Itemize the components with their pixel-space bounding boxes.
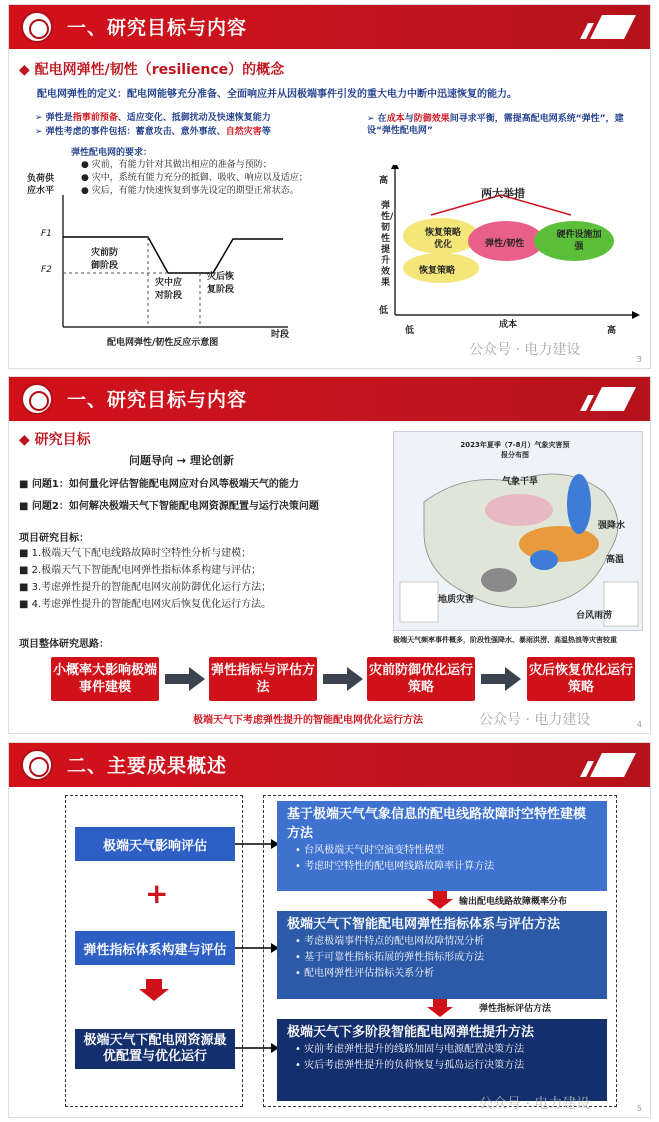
china-map-image: [394, 432, 644, 632]
slide-title: 二、主要成果概述: [67, 755, 228, 777]
slide-title: 一、研究目标与内容: [67, 17, 248, 39]
slide-research-goals: [8, 376, 651, 734]
slide-resilience-concept: [8, 4, 651, 369]
ellipse-recovery-strategy: 恢复策略: [419, 266, 456, 276]
plan-title: 项目整体研究思路：: [19, 639, 109, 650]
bullet-1: ➢ 弹性是指事前预备、适应变化、抵御扰动及快速恢复能力: [35, 113, 271, 123]
connector-arrow-icon: [235, 941, 279, 955]
connector-arrow-icon: [235, 837, 279, 851]
two-measures-label: 两大举措: [481, 187, 525, 200]
page-number: 4: [636, 720, 642, 729]
result-box-item: • 灾前考虑弹性提升的线路加固与电源配置决策方法: [295, 1044, 525, 1055]
resilience-curve-diagram: [53, 195, 293, 335]
result-box-item: • 配电网弹性评估指标关系分析: [295, 968, 435, 979]
flow-step-4: 灾后恢复优化运行策略: [527, 657, 635, 701]
phase-during-disaster: 灾中应对阶段: [155, 278, 183, 301]
result-box-multistage-enhancement: [277, 1019, 607, 1101]
slide-title: 一、研究目标与内容: [67, 389, 248, 411]
watermark: 公众号 · 电力建设: [479, 1096, 591, 1112]
requirements-title: 弹性配电网的要求：: [71, 148, 153, 158]
section-title: ◆ 配电网弹性/韧性（resilience）的概念: [19, 62, 285, 78]
x-axis-title: 成本: [499, 320, 518, 330]
y-high-label: 高: [379, 176, 389, 186]
goal-item: ■ 3.考虑弹性提升的智能配电网灾前防御优化运行方法；: [19, 582, 272, 593]
result-box-index-evaluation: [277, 911, 607, 999]
header-decoration-icon: [580, 387, 636, 411]
requirements-list: [81, 159, 308, 198]
weather-map: [393, 431, 643, 631]
header-decoration-icon: [580, 753, 636, 777]
left-box-resource-allocation: 极端天气下配电网资源最优配置与优化运行: [75, 1029, 235, 1069]
guide-text: 问题导向 → 理论创新: [129, 454, 234, 467]
map-title: 2023年夏季（7-8月）气象灾害预报分布图: [460, 441, 570, 459]
page-number: 3: [636, 355, 642, 364]
connector-arrow-icon: [235, 1041, 279, 1055]
flow-step-3: 灾前防御优化运行策略: [367, 657, 475, 701]
y-low-label: 低: [379, 306, 389, 316]
result-box-title: 极端天气下智能配电网弹性指标体系与评估方法: [287, 917, 561, 932]
map-label-drought: 气象干旱: [502, 477, 539, 487]
f2-label: F2: [41, 265, 52, 275]
question-1: ■ 问题1：如何量化评估智能配电网应对台风等极端天气的能力: [19, 479, 299, 490]
plus-sign: +: [145, 877, 169, 910]
goals-list: [19, 545, 271, 613]
slide-main-results: [8, 742, 651, 1118]
goals-title: 项目研究目标：: [19, 533, 89, 544]
slide-header: [9, 743, 650, 787]
flow-arrow-icon: [323, 667, 363, 691]
result-box-item: • 灾后考虑弹性提升的负荷恢复与孤岛运行决策方法: [295, 1060, 525, 1071]
phase-post-disaster: 灾后恢复阶段: [207, 272, 235, 295]
left-box-impact-assessment: 极端天气影响评估: [75, 827, 235, 861]
watermark: 公众号 · 电力建设: [479, 712, 591, 728]
x-axis-label: 时段: [271, 330, 290, 340]
phase-pre-disaster: 灾前防御阶段: [91, 248, 119, 271]
map-label-rain: 强降水: [598, 521, 626, 531]
output-label-2: 弹性指标评估方法: [479, 1004, 552, 1014]
ellipse-resilience: 弹性/韧性: [485, 239, 525, 249]
ellipse-hardware: 硬件设施加强: [556, 230, 602, 252]
result-box-title: 基于极端天气气象信息的配电线路故障时空特性建模方法: [287, 807, 587, 841]
requirement-item: ● 灾中，系统有能力充分的抵御、吸收、响应以及适应；: [81, 173, 308, 183]
result-box-title: 极端天气下多阶段智能配电网弹性提升方法: [287, 1025, 535, 1040]
flow-step-2: 弹性指标与评估方法: [209, 657, 317, 701]
university-logo: [21, 11, 53, 43]
diagram-caption: 配电网弹性/韧性反应示意图: [107, 338, 219, 348]
section-title: ◆ 研究目标: [19, 432, 91, 448]
y-axis-label: 负荷供应水平: [27, 174, 55, 196]
map-caption: 极端天气频率事件概多，阶段性强降水、暴雨洪涝、高温热浪等灾害较重: [393, 636, 617, 644]
left-box-index-system: 弹性指标体系构建与评估: [75, 931, 235, 965]
x-high-label: 高: [607, 326, 617, 336]
result-box-item: • 考虑极端事件特点的配电网故障情况分析: [295, 936, 485, 947]
ellipse-recovery-optimization: 恢复策略优化: [425, 228, 462, 250]
right-note: ➢ 在成本与防御效果间寻求平衡，需提高配电网系统“弹性”，建设“弹性配电网”: [367, 114, 624, 136]
map-label-heat: 高温: [606, 555, 625, 565]
requirement-item: ● 灾前，有能力针对其做出相应的准备与预防；: [81, 160, 272, 170]
map-label-typhoon: 台风雨涝: [576, 611, 613, 621]
y-axis-title: 弹性/韧性提升效果: [381, 201, 394, 288]
university-logo: [21, 383, 53, 415]
watermark: 公众号 · 电力建设: [469, 342, 581, 358]
flow-arrow-icon: [481, 667, 521, 691]
down-arrow-icon: [427, 999, 453, 1017]
f1-label: F1: [41, 229, 52, 239]
goal-item: ■ 1.极端天气下配电线路故障时空特性分析与建模；: [19, 548, 252, 559]
bottom-summary: 极端天气下考虑弹性提升的智能配电网优化运行方法: [193, 715, 423, 726]
map-label-geology: 地质灾害: [438, 595, 475, 605]
x-low-label: 低: [405, 326, 415, 336]
requirement-item: ● 灾后，有能力快速恢复到事先设定的期望正常状态。: [81, 186, 299, 196]
page-number: 5: [636, 1104, 642, 1113]
output-label-1: 输出配电线路故障概率分布: [459, 897, 568, 907]
question-2: ■ 问题2：如何解决极端天气下智能配电网资源配置与运行决策问题: [19, 501, 319, 512]
result-box-item: • 基于可靠性指标拓展的弹性指标形成方法: [295, 952, 485, 963]
goal-item: ■ 4.考虑弹性提升的智能配电网灾后恢复优化运行方法。: [19, 599, 272, 610]
down-arrow-icon: [427, 891, 453, 909]
flow-step-1: 小概率大影响极端事件建模: [51, 657, 159, 701]
definition-text: 配电网弹性的定义：配电网能够充分准备、全面响应并从因极端事件引发的重大电力中断中迅速恢复的能力。: [37, 89, 517, 100]
goal-item: ■ 2.极端天气下智能配电网弹性指标体系构建与评估；: [19, 565, 262, 576]
down-arrow-icon: [139, 979, 169, 1001]
header-decoration-icon: [580, 15, 636, 39]
university-logo: [21, 749, 53, 781]
result-box-fault-modeling: [277, 801, 607, 891]
flow-arrow-icon: [165, 667, 205, 691]
slide-header: [9, 377, 650, 421]
result-box-item: • 台风极端天气时空演变特性模型: [295, 845, 445, 856]
bullet-2: ➢ 弹性考虑的事件包括：蓄意攻击、意外事故、自然灾害等: [35, 127, 271, 137]
slide-header: [9, 5, 650, 49]
result-box-item: • 考虑时空特性的配电网线路故障率计算方法: [295, 861, 495, 872]
